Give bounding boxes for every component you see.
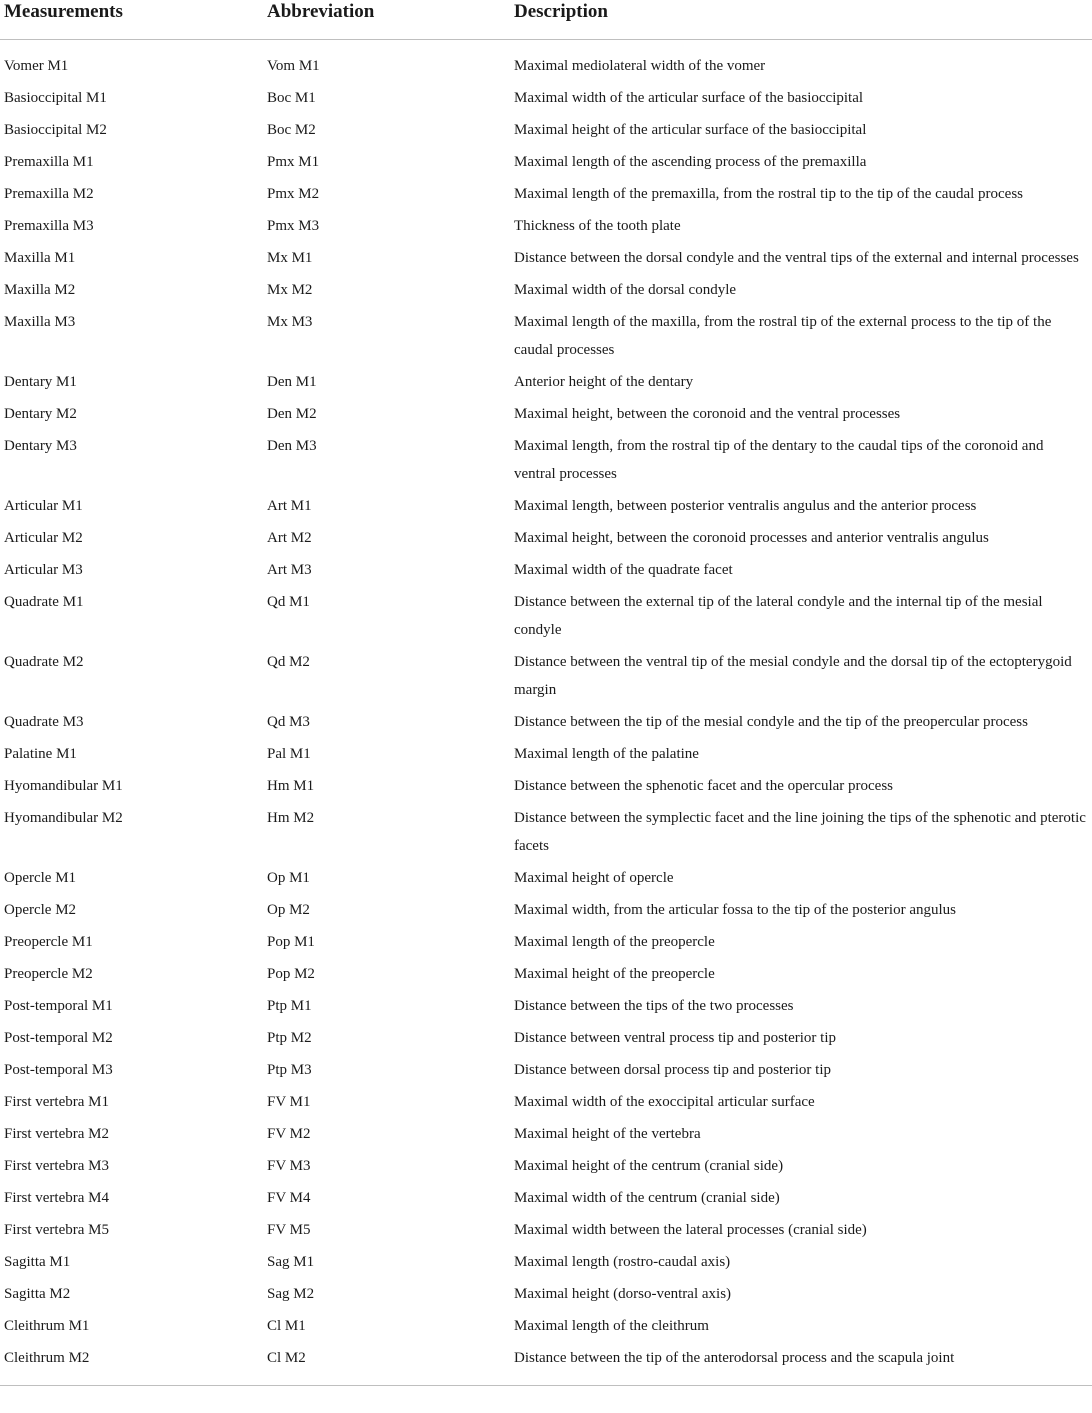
abbreviation-cell: Vom M1 [267, 58, 320, 74]
table-row [0, 1182, 1092, 1214]
table-row [0, 862, 1092, 894]
abbreviation-cell: Qd M2 [267, 654, 310, 670]
description-cell: Maximal height (dorso-ventral axis) [514, 1286, 732, 1302]
table-header [0, 0, 1092, 40]
description-cell: Maximal width of the dorsal condyle [514, 282, 737, 298]
measurement-cell: Maxilla M2 [4, 282, 76, 298]
description-cell: Maximal height of the vertebra [514, 1126, 701, 1142]
description-cell: Maximal length of the palatine [514, 746, 699, 762]
description-cell: Maximal length of the cleithrum [514, 1318, 709, 1334]
measurement-cell: Basioccipital M2 [4, 122, 107, 138]
measurement-cell: Cleithrum M1 [4, 1318, 90, 1334]
table-row [0, 770, 1092, 802]
table-row [0, 802, 1092, 862]
description-cell: Maximal height, between the coronoid processes and anterior ventralis angulus [514, 530, 989, 546]
table-row [0, 430, 1092, 490]
table-row [0, 398, 1092, 430]
table-row [0, 242, 1092, 274]
description-cell: Anterior height of the dentary [514, 374, 694, 390]
table-row [0, 554, 1092, 586]
description-cell: Maximal height of the preopercle [514, 966, 715, 982]
table-row [0, 114, 1092, 146]
description-cell: Maximal length of the preopercle [514, 934, 715, 950]
measurement-cell: Sagitta M2 [4, 1286, 71, 1302]
abbreviation-cell: Den M1 [267, 374, 317, 390]
abbreviation-cell: FV M4 [267, 1190, 311, 1206]
table-row [0, 366, 1092, 398]
description-cell: Maximal mediolateral width of the vomer [514, 58, 766, 74]
abbreviation-cell: Op M1 [267, 870, 310, 886]
measurement-cell: Articular M1 [4, 498, 83, 514]
abbreviation-cell: Den M3 [267, 438, 317, 454]
measurement-cell: Premaxilla M3 [4, 218, 94, 234]
table-row [0, 178, 1092, 210]
abbreviation-cell: Boc M1 [267, 90, 316, 106]
description-cell: Maximal width of the exoccipital articular surface [514, 1094, 815, 1110]
description-cell: Maximal length, from the rostral tip of the dentary to the caudal tips of the coronoid and ventral processes [514, 438, 1044, 482]
table-row [0, 926, 1092, 958]
abbreviation-cell: Sag M1 [267, 1254, 315, 1270]
description-cell: Distance between the tip of the anterodorsal process and the scapula joint [514, 1342, 1092, 1386]
table-row [0, 646, 1092, 706]
measurement-cell: Articular M3 [4, 562, 83, 578]
measurement-cell: Articular M2 [4, 530, 83, 546]
description-cell: Distance between the dorsal condyle and the ventral tips of the external and internal processes [514, 250, 1079, 266]
table-row [0, 894, 1092, 926]
abbreviation-cell: Pal M1 [267, 746, 311, 762]
measurement-cell: Hyomandibular M2 [4, 810, 123, 826]
measurement-cell: Maxilla M3 [4, 314, 76, 330]
table-row [0, 1214, 1092, 1246]
description-cell: Maximal width of the articular surface of the basioccipital [514, 90, 864, 106]
measurement-cell: Post-temporal M3 [4, 1062, 113, 1078]
measurement-cell: Quadrate M3 [4, 714, 84, 730]
table-row [0, 1278, 1092, 1310]
description-cell: Distance between the tips of the two processes [514, 998, 794, 1014]
description-cell: Distance between dorsal process tip and posterior tip [514, 1062, 831, 1078]
measurement-cell: Opercle M1 [4, 870, 77, 886]
description-cell: Maximal width between the lateral processes (cranial side) [514, 1222, 867, 1238]
header-row [0, 0, 1092, 40]
description-cell: Maximal width of the centrum (cranial side) [514, 1190, 780, 1206]
description-cell: Distance between the ventral tip of the mesial condyle and the dorsal tip of the ectopterygoid margin [514, 654, 1072, 698]
abbreviation-cell: Pmx M1 [267, 154, 320, 170]
table-row [0, 210, 1092, 242]
measurement-cell: First vertebra M5 [4, 1222, 109, 1238]
description-cell: Maximal length of the maxilla, from the rostral tip of the external process to the tip of the caudal processes [514, 314, 1052, 358]
abbreviation-cell: FV M5 [267, 1222, 311, 1238]
abbreviation-cell: Pop M2 [267, 966, 315, 982]
table-row [0, 1150, 1092, 1182]
description-cell: Distance between the tip of the mesial condyle and the tip of the preopercular process [514, 714, 1028, 730]
abbreviation-cell: Pmx M2 [267, 186, 320, 202]
description-cell: Maximal length of the ascending process of the premaxilla [514, 154, 867, 170]
header-measurements: Measurements [0, 0, 266, 40]
measurement-cell: Palatine M1 [4, 746, 77, 762]
description-cell: Maximal height of the centrum (cranial side) [514, 1158, 784, 1174]
abbreviation-cell: Art M3 [267, 562, 312, 578]
table-row [0, 522, 1092, 554]
measurement-cell: First vertebra M4 [4, 1190, 109, 1206]
description-cell: Maximal length, between posterior ventralis angulus and the anterior process [514, 498, 977, 514]
table-row [0, 490, 1092, 522]
measurement-cell: Maxilla M1 [4, 250, 76, 266]
abbreviation-cell: Den M2 [267, 406, 317, 422]
abbreviation-cell: Mx M3 [267, 314, 313, 330]
measurement-cell: Sagitta M1 [4, 1254, 71, 1270]
table-row [0, 738, 1092, 770]
abbreviation-cell: Hm M2 [267, 810, 315, 826]
description-cell: Distance between the sphenotic facet and the opercular process [514, 778, 893, 794]
abbreviation-cell: Op M2 [267, 902, 310, 918]
measurement-cell: Premaxilla M2 [4, 186, 94, 202]
measurement-cell: Dentary M1 [4, 374, 77, 390]
description-cell: Maximal width of the quadrate facet [514, 562, 733, 578]
abbreviation-cell: Ptp M2 [267, 1030, 312, 1046]
table-body [0, 40, 1092, 1386]
description-cell: Maximal height, between the coronoid and the ventral processes [514, 406, 901, 422]
abbreviation-cell: Sag M2 [267, 1286, 315, 1302]
measurement-cell: Dentary M3 [4, 438, 77, 454]
abbreviation-cell: Ptp M1 [267, 998, 312, 1014]
measurement-cell: Vomer M1 [4, 58, 69, 74]
table-row [0, 586, 1092, 646]
table-row [0, 1054, 1092, 1086]
table-row [0, 1246, 1092, 1278]
abbreviation-cell: FV M1 [267, 1094, 311, 1110]
measurement-cell: Basioccipital M1 [4, 90, 107, 106]
measurement-cell: First vertebra M2 [4, 1126, 109, 1142]
table-row [0, 1310, 1092, 1342]
table-row [0, 146, 1092, 178]
table-row [0, 306, 1092, 366]
measurement-cell: First vertebra M1 [4, 1094, 109, 1110]
measurement-cell: Premaxilla M1 [4, 154, 94, 170]
table-row [0, 1022, 1092, 1054]
abbreviation-cell: Mx M2 [267, 282, 313, 298]
abbreviation-cell: Pmx M3 [267, 218, 320, 234]
measurement-cell: Post-temporal M2 [4, 1030, 113, 1046]
header-abbreviation: Abbreviation [266, 0, 514, 40]
description-cell: Maximal height of opercle [514, 870, 674, 886]
abbreviation-cell: Qd M1 [267, 594, 310, 610]
abbreviation-cell: Pop M1 [267, 934, 315, 950]
abbreviation-cell: Boc M2 [267, 122, 316, 138]
header-description: Description [514, 0, 1092, 40]
abbreviation-cell: Cl M1 [267, 1318, 306, 1334]
measurement-cell: Preopercle M2 [4, 966, 93, 982]
table-row [0, 990, 1092, 1022]
abbreviation-cell: FV M2 [267, 1126, 311, 1142]
measurement-cell: Quadrate M2 [4, 654, 84, 670]
measurement-cell: Cleithrum M2 [0, 1342, 266, 1386]
table-row [0, 1342, 1092, 1386]
abbreviation-cell: Mx M1 [267, 250, 313, 266]
description-cell: Maximal width, from the articular fossa to the tip of the posterior angulus [514, 902, 956, 918]
table-row [0, 706, 1092, 738]
abbreviation-cell: Art M2 [267, 530, 312, 546]
measurement-cell: Dentary M2 [4, 406, 77, 422]
table-row [0, 274, 1092, 306]
abbreviation-cell: FV M3 [267, 1158, 311, 1174]
description-cell: Distance between the external tip of the lateral condyle and the internal tip of the mesial condyle [514, 594, 1043, 638]
abbreviation-cell: Art M1 [267, 498, 312, 514]
abbreviation-cell: Hm M1 [267, 778, 315, 794]
measurement-cell: Preopercle M1 [4, 934, 93, 950]
table-row [0, 1086, 1092, 1118]
description-cell: Maximal length (rostro-caudal axis) [514, 1254, 731, 1270]
measurement-cell: Quadrate M1 [4, 594, 84, 610]
table-row [0, 82, 1092, 114]
description-cell: Maximal length of the premaxilla, from the rostral tip to the tip of the caudal process [514, 186, 1024, 202]
abbreviation-cell: Cl M2 [266, 1342, 514, 1386]
description-cell: Distance between ventral process tip and posterior tip [514, 1030, 836, 1046]
measurement-cell: Post-temporal M1 [4, 998, 113, 1014]
table-spacer [0, 40, 1092, 51]
description-cell: Maximal height of the articular surface of the basioccipital [514, 122, 867, 138]
abbreviation-cell: Ptp M3 [267, 1062, 312, 1078]
table-row [0, 1118, 1092, 1150]
abbreviation-cell: Qd M3 [267, 714, 310, 730]
description-cell: Thickness of the tooth plate [514, 218, 681, 234]
measurement-cell: Opercle M2 [4, 902, 77, 918]
measurement-cell: Hyomandibular M1 [4, 778, 123, 794]
table-row [0, 50, 1092, 82]
description-cell: Distance between the symplectic facet and the line joining the tips of the sphenotic and pterotic facets [514, 810, 1086, 854]
table-row [0, 958, 1092, 990]
measurement-cell: First vertebra M3 [4, 1158, 109, 1174]
